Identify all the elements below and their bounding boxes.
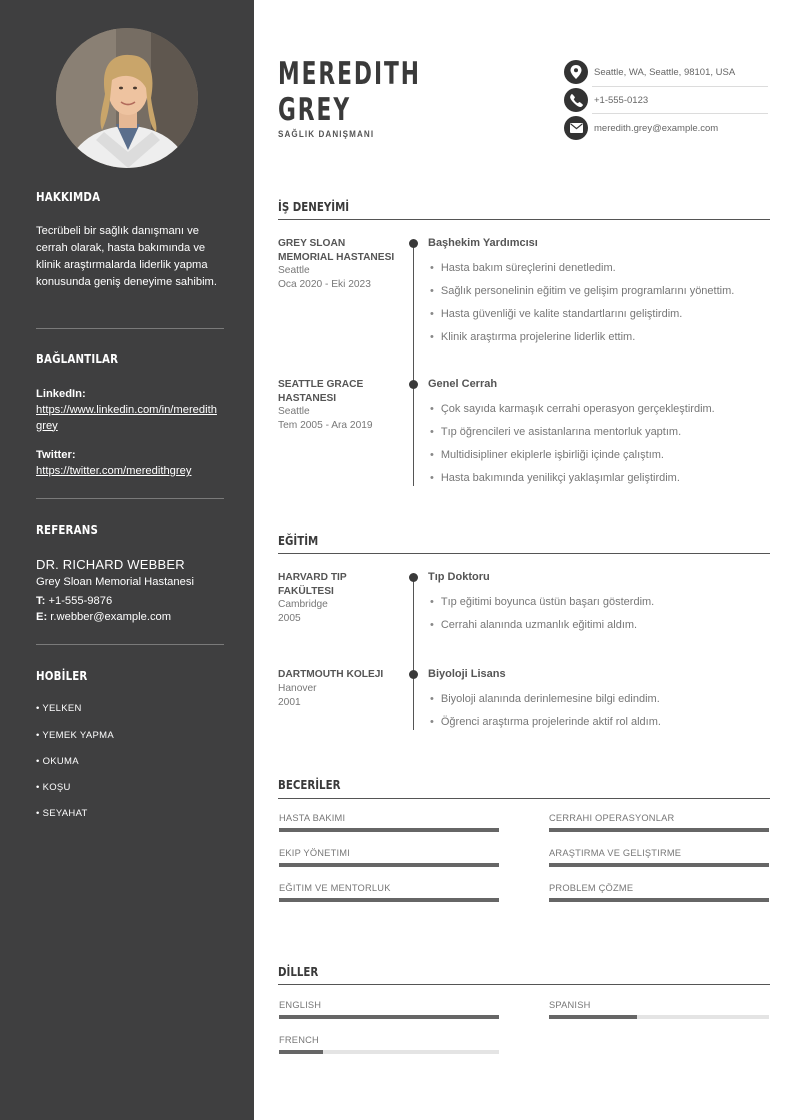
experience-bullet: • Tıp öğrencileri ve asistanlarına mentorluk yaptım. bbox=[430, 426, 681, 438]
link-label: Twitter: bbox=[36, 449, 76, 461]
skill-bar-fill bbox=[279, 828, 499, 832]
hobby-item: • YELKEN bbox=[36, 703, 82, 714]
experience-bullet: • Hasta bakımında yenilikçi yaklaşımlar geliştirdim. bbox=[430, 472, 680, 484]
hobby-item: • KOŞU bbox=[36, 782, 71, 793]
education-org bbox=[278, 668, 400, 710]
contact-email bbox=[564, 116, 768, 140]
education-title: EĞİTİM bbox=[278, 533, 319, 548]
links-title: BAĞLANTILAR bbox=[36, 351, 119, 366]
org-dates: 2001 bbox=[278, 696, 301, 708]
experience-bullet: • Çok sayıda karmaşık cerrahi operasyon gerçekleştirdim. bbox=[430, 403, 715, 415]
language-label: FRENCH bbox=[279, 1035, 319, 1045]
languages-title: DİLLER bbox=[278, 964, 319, 979]
skill-bar bbox=[279, 828, 499, 832]
section-divider bbox=[278, 219, 770, 220]
profile-photo bbox=[56, 28, 198, 168]
education-bullet: • Öğrenci araştırma projelerinde aktif rol aldım. bbox=[430, 716, 661, 728]
job-title: Genel Cerrah bbox=[428, 378, 498, 390]
degree-title: Biyoloji Lisans bbox=[428, 668, 506, 680]
experience-bullet: • Multidisipliner ekiplerle işbirliği içinde çalıştım. bbox=[430, 449, 664, 461]
language-label: SPANISH bbox=[549, 1000, 591, 1010]
education-bullet: • Tıp eğitimi boyunca üstün başarı gösterdim. bbox=[430, 596, 654, 608]
contact-location bbox=[564, 60, 768, 84]
phone-value: +1-555-9876 bbox=[48, 595, 113, 607]
hobby-item: • OKUMA bbox=[36, 756, 79, 767]
reference-org: Grey Sloan Memorial Hastanesi bbox=[36, 576, 194, 588]
skill-bar-fill bbox=[549, 898, 769, 902]
experience-bullet: • Klinik araştırma projelerine liderlik ettim. bbox=[430, 331, 635, 343]
timeline-dot bbox=[409, 573, 418, 582]
education-bullet: • Biyoloji alanında derinlemesine bilgi edindim. bbox=[430, 693, 660, 705]
skill-label: ARAŞTIRMA VE GELIŞTIRME bbox=[549, 848, 682, 858]
contact-divider bbox=[592, 86, 768, 87]
linkedin-link[interactable]: https://www.linkedin.com/in/meredithgrey bbox=[36, 404, 217, 432]
sidebar bbox=[0, 0, 254, 1120]
sidebar-divider bbox=[36, 328, 224, 329]
experience-bullet: • Hasta güvenliği ve kalite standartlarını geliştirdim. bbox=[430, 308, 682, 320]
org-location: Seattle bbox=[278, 406, 310, 417]
org-dates: Tem 2005 - Ara 2019 bbox=[278, 420, 373, 431]
experience-bullet: • Hasta bakım süreçlerini denetledim. bbox=[430, 262, 616, 274]
sidebar-divider bbox=[36, 644, 224, 645]
org-location: Hanover bbox=[278, 682, 317, 694]
reference-name: DR. RICHARD WEBBER bbox=[36, 557, 185, 572]
skill-label: CERRAHI OPERASYONLAR bbox=[549, 813, 675, 823]
org-dates: Oca 2020 - Eki 2023 bbox=[278, 279, 371, 290]
link-label: LinkedIn: bbox=[36, 388, 86, 400]
sidebar-divider bbox=[36, 498, 224, 499]
experience-title: İŞ DENEYİMİ bbox=[278, 199, 350, 214]
reference-email bbox=[36, 609, 226, 625]
org-location: Cambridge bbox=[278, 599, 328, 610]
skill-bar-fill bbox=[549, 863, 769, 867]
org-name: SEATTLE GRACE HASTANESI bbox=[278, 379, 364, 404]
skill-bar-fill bbox=[279, 898, 499, 902]
reference-phone bbox=[36, 593, 226, 609]
language-bar-fill bbox=[279, 1050, 323, 1054]
language-bar-fill bbox=[549, 1015, 637, 1019]
skills-title: BECERİLER bbox=[278, 777, 341, 792]
location-icon bbox=[564, 60, 588, 84]
phone-icon bbox=[564, 88, 588, 112]
contact-divider bbox=[592, 113, 768, 114]
experience-bullet: • Sağlık personelinin eğitim ve gelişim programlarını yönettim. bbox=[430, 285, 734, 297]
job-title: Başhekim Yardımcısı bbox=[428, 237, 538, 249]
email-value: r.webber@example.com bbox=[50, 611, 172, 623]
skill-bar-fill bbox=[279, 863, 499, 867]
twitter-link[interactable]: https://twitter.com/meredithgrey bbox=[36, 465, 192, 477]
hobbies-title: HOBİLER bbox=[36, 668, 88, 683]
contact-email-text: meredith.grey@example.com bbox=[594, 122, 719, 134]
experience-org bbox=[278, 378, 400, 433]
hobby-item: • SEYAHAT bbox=[36, 808, 88, 819]
skill-bar bbox=[549, 828, 769, 832]
reference-block bbox=[36, 556, 226, 625]
section-divider bbox=[278, 798, 770, 799]
last-name: GREY bbox=[278, 92, 352, 128]
skill-bar-fill bbox=[549, 828, 769, 832]
language-bar-fill bbox=[279, 1015, 499, 1019]
language-bar bbox=[549, 1015, 769, 1019]
email-label: E: bbox=[36, 611, 48, 623]
skill-bar bbox=[549, 863, 769, 867]
org-name: DARTMOUTH KOLEJI bbox=[278, 669, 384, 680]
org-dates: 2005 bbox=[278, 613, 301, 624]
skill-label: HASTA BAKIMI bbox=[279, 813, 346, 823]
skill-bar bbox=[549, 898, 769, 902]
education-org bbox=[278, 571, 400, 626]
degree-title: Tıp Doktoru bbox=[428, 571, 490, 583]
link-twitter bbox=[36, 447, 226, 480]
about-text: Tecrübeli bir sağlık danışmanı ve cerrah olarak, hasta bakımında ve klinik araştırmalarda liderlik yapma konusunda geniş deneyime sahibim. bbox=[36, 225, 217, 288]
link-linkedin bbox=[36, 386, 226, 434]
experience-timeline bbox=[413, 243, 414, 486]
contact-phone-text: +1-555-0123 bbox=[594, 94, 649, 106]
skill-bar bbox=[279, 898, 499, 902]
timeline-dot bbox=[409, 239, 418, 248]
org-location: Seattle bbox=[278, 265, 310, 276]
person-role: SAĞLIK DANIŞMANI bbox=[278, 129, 375, 140]
org-name: HARVARD TIP FAKÜLTESI bbox=[278, 572, 347, 597]
first-name: MEREDITH bbox=[278, 56, 421, 92]
education-timeline bbox=[413, 577, 414, 730]
reference-title: REFERANS bbox=[36, 522, 98, 537]
education-bullet: • Cerrahi alanında uzmanlık eğitimi aldım. bbox=[430, 619, 637, 631]
about-title: HAKKIMDA bbox=[36, 189, 101, 204]
timeline-dot bbox=[409, 670, 418, 679]
timeline-dot bbox=[409, 380, 418, 389]
skill-bar bbox=[279, 863, 499, 867]
contact-phone bbox=[564, 88, 768, 112]
language-label: ENGLISH bbox=[279, 1000, 322, 1010]
org-name: GREY SLOAN MEMORIAL HASTANESI bbox=[278, 238, 395, 263]
language-bar bbox=[279, 1015, 499, 1019]
contact-location-text: Seattle, WA, Seattle, 98101, USA bbox=[594, 66, 736, 78]
person-name bbox=[278, 56, 421, 128]
skill-label: PROBLEM ÇÖZME bbox=[549, 883, 634, 893]
experience-org bbox=[278, 237, 400, 292]
hobby-item: • YEMEK YAPMA bbox=[36, 730, 114, 741]
email-icon bbox=[564, 116, 588, 140]
section-divider bbox=[278, 553, 770, 554]
section-divider bbox=[278, 984, 770, 985]
language-bar bbox=[279, 1050, 499, 1054]
skill-label: EKIP YÖNETIMI bbox=[279, 848, 350, 858]
phone-label: T: bbox=[36, 595, 46, 607]
skill-label: EĞITIM VE MENTORLUK bbox=[279, 883, 391, 893]
